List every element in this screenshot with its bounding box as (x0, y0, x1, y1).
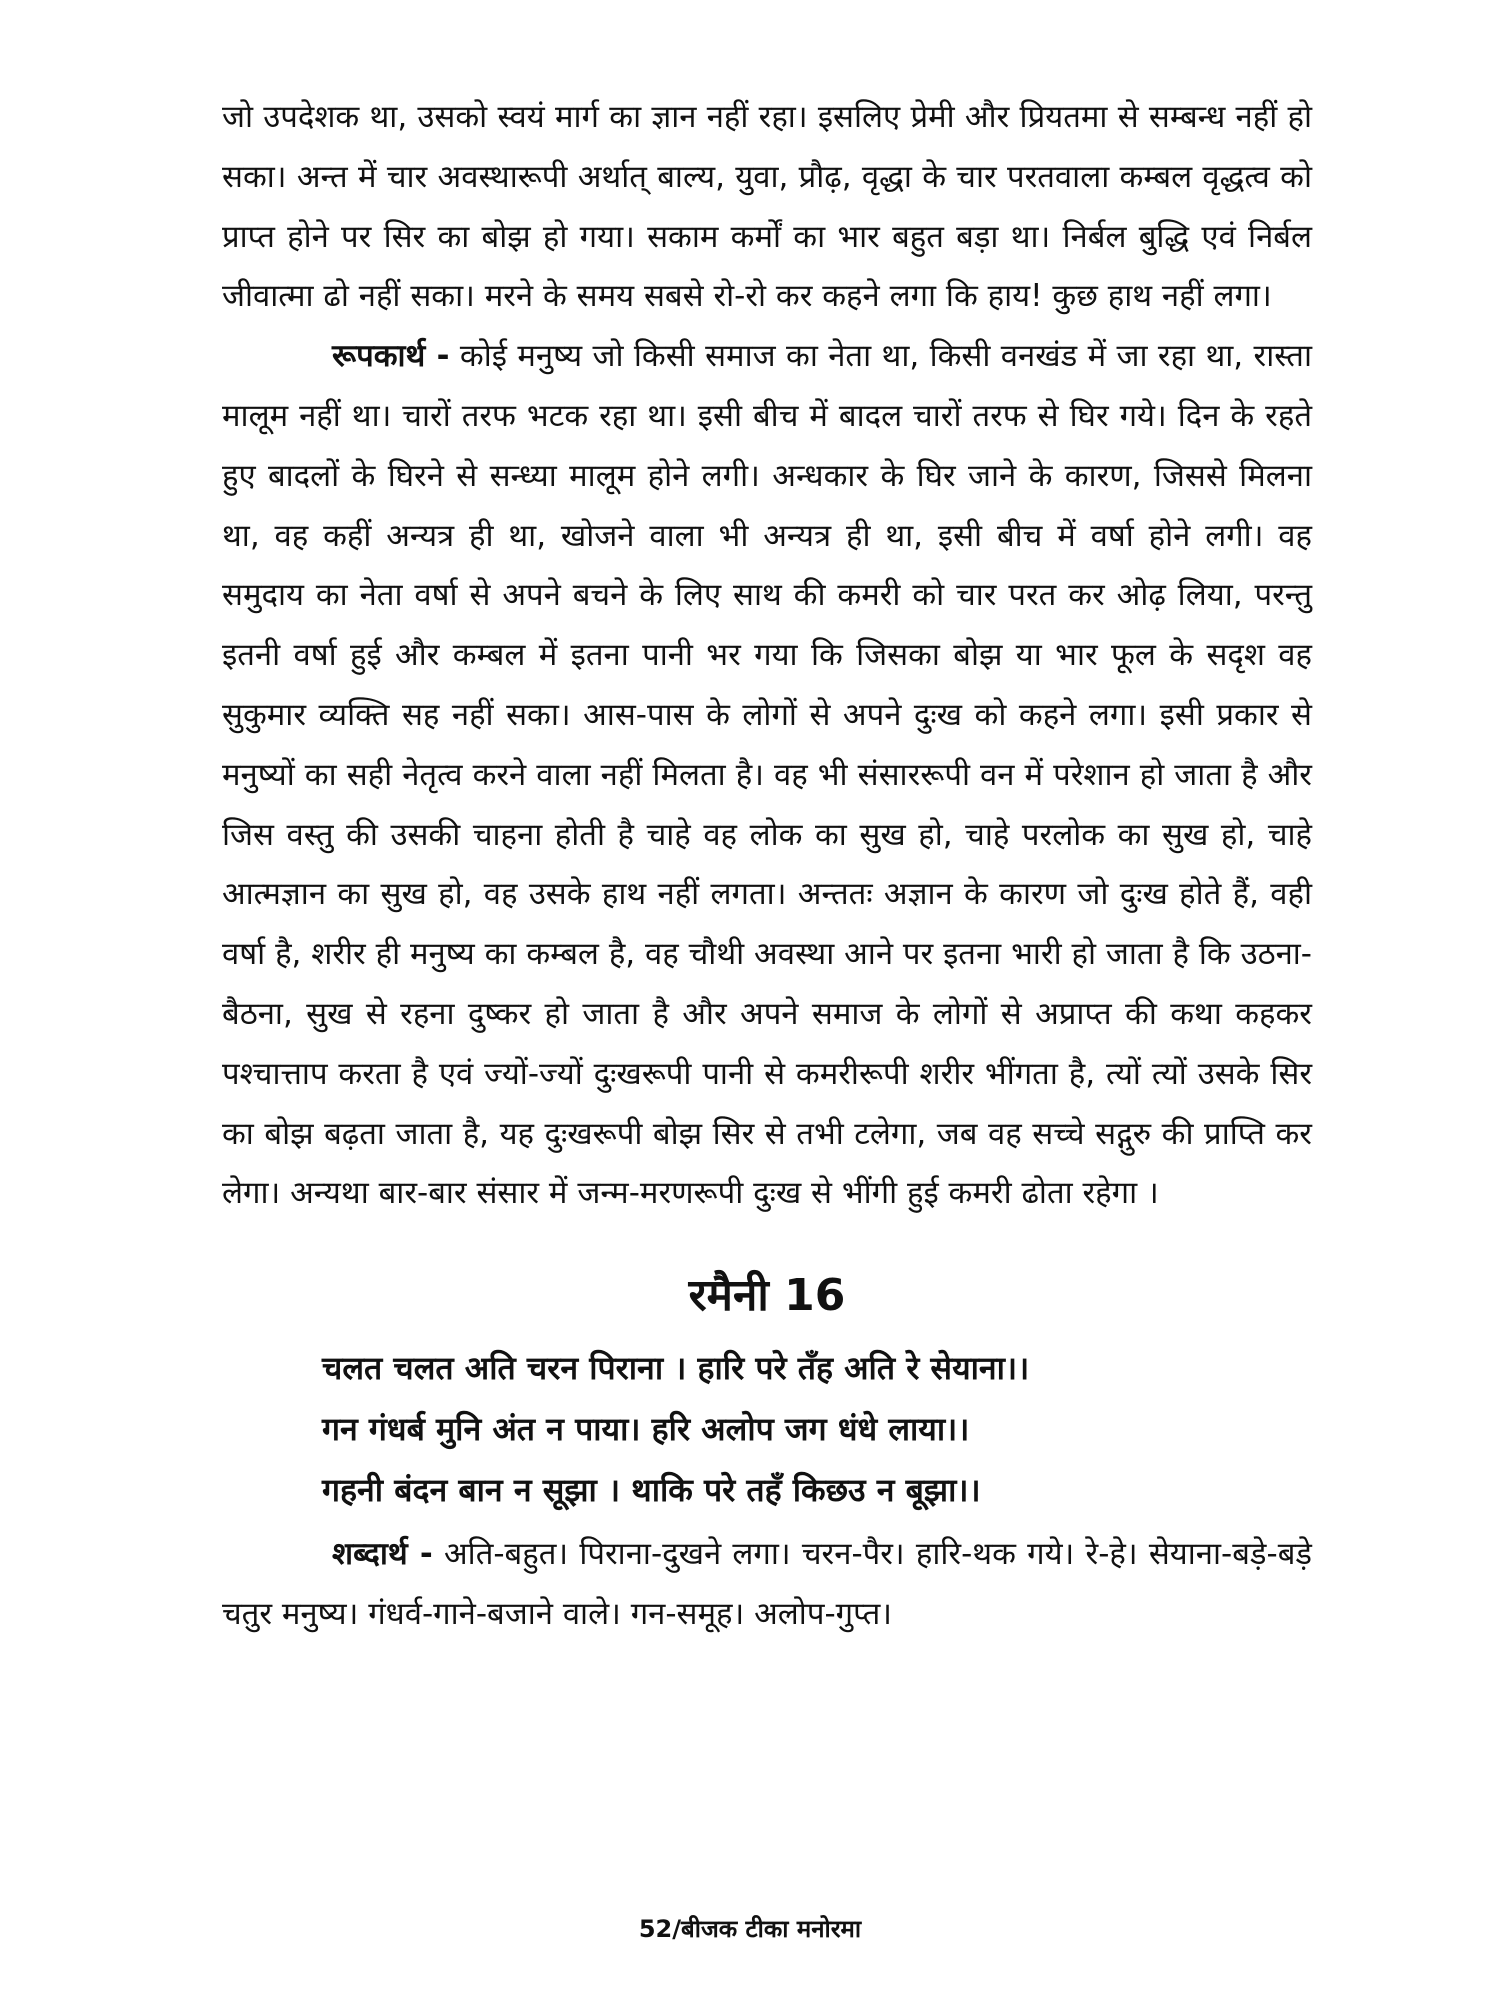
shabdarth-text: अति-बहुत। पिराना-दुखने लगा। चरन-पैर। हारि-थक गये। रे-हे। सेयाना-बड़े-बड़े चतुर मनुष्य। गंधर्व-गाने-बजाने वाले। गन-समूह। अलोप-गुप्त। (222, 1536, 1312, 1632)
verse-line-3: गहनी बंदन बान न सूझा । थाकि परे तहँ किछउ न बूझा।। (322, 1471, 981, 1510)
rupakarth-text: कोई मनुष्य जो किसी समाज का नेता था, किसी वनखंड में जा रहा था, रास्ता मालूम नहीं था। चारों तरफ भटक रहा था। इसी बीच में बादल चारों तरफ से घिर गये। दिन के रहते हुए बादलों के घिरने से सन्ध्या मालूम होने लगी। अन्धकार के घिर जाने के कारण, जिससे मिलना था, वह कहीं अन्यत्र ही था, खोजने वाला भी अन्यत्र ही था, इसी बीच में वर्षा होने लगी। वह समुदाय का नेता वर्षा से अपने बचने के लिए साथ की कमरी को चार परत कर ओढ़ लिया, परन्तु इतनी वर्षा हुई और कम्बल में इतना पानी भर गया कि जिसका बोझ या भार फूल के सदृश वह सुकुमार व्यक्ति सह नहीं सका। आस-पास के लोगों से अपने दुःख को कहने लगा। इसी प्रकार से मनुष्यों का सही नेतृत्व करने वाला नहीं मिलता है। वह भी संसाररूपी वन में परेशान हो जाता है और जिस वस्तु की उसकी चाहना होती है चाहे वह लोक का सुख हो, चाहे परलोक का सुख हो, चाहे आत्मज्ञान का सुख हो, वह उसके हाथ नहीं लगता। अन्ततः अज्ञान के कारण जो दुःख होते हैं, वही वर्षा है, शरीर ही मनुष्य का कम्बल है, वह चौथी अवस्था आने पर इतना भारी हो जाता है कि उठना-बैठना, सुख से रहना दुष्कर हो जाता है और अपने समाज के लोगों से अप्राप्त की कथा कहकर पश्चात्ताप करता है एवं ज्यों-ज्यों दुःखरूपी पानी से कमरीरूपी शरीर भींगता है, त्यों त्यों उसके सिर का बोझ बढ़ता जाता है, यह दुःखरूपी बोझ सिर से तभी टलेगा, जब वह सच्चे सद्गुरु की प्राप्ति कर लेगा। अन्यथा बार-बार संसार में जन्म-मरणरूपी दुःख से भींगी हुई कमरी ढोता रहेगा । (222, 338, 1312, 1212)
shabdarth-label: शब्दार्थ - (332, 1536, 433, 1573)
verse-block (222, 1338, 1312, 1521)
shabdarth-paragraph (222, 1525, 1312, 1645)
paragraph-continuation: जो उपदेशक था, उसको स्वयं मार्ग का ज्ञान नहीं रहा। इसलिए प्रेमी और प्रियतमा से सम्बन्ध नहीं हो सका। अन्त में चार अवस्थारूपी अर्थात् बाल्य, युवा, प्रौढ़, वृद्धा के चार परतवाला कम्बल वृद्धत्व को प्राप्त होने पर सिर का बोझ हो गया। सकाम कर्मों का भार बहुत बड़ा था। निर्बल बुद्धि एवं निर्बल जीवात्मा ढो नहीं सका। मरने के समय सबसे रो-रो कर कहने लगा कि हाय! कुछ हाथ नहीं लगा। (222, 99, 1312, 315)
rupakarth-paragraph (222, 327, 1312, 1224)
section-heading: रमैनी 16 (688, 1270, 846, 1322)
page-footer: 52/बीजक टीका मनोरमा (638, 1915, 862, 1943)
verse-line-1: चलत चलत अति चरन पिराना । हारि परे तँह अति रे सेयाना।। (322, 1349, 1030, 1388)
rupakarth-label: रूपकार्थ - (332, 338, 450, 375)
page-body (222, 88, 1312, 1645)
verse-line-2: गन गंधर्ब मुनि अंत न पाया। हरि अलोप जग धंधे लाया।। (322, 1410, 970, 1449)
